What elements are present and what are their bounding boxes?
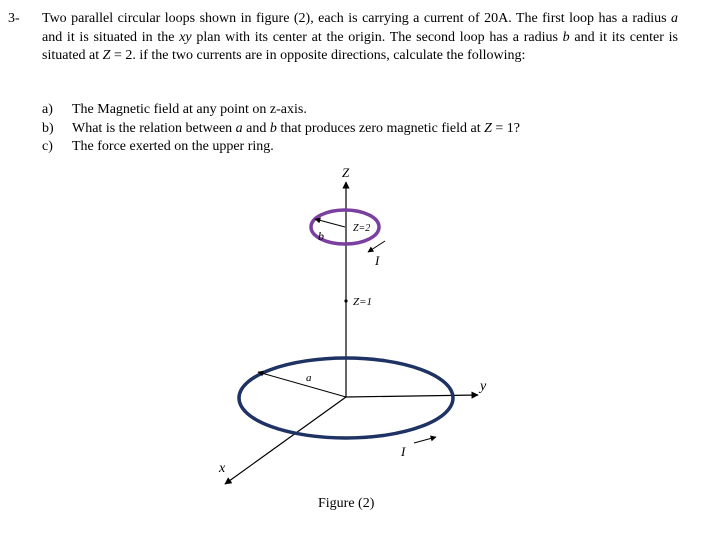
var-a: a (235, 120, 243, 136)
upper-current-arrow (368, 241, 385, 252)
midpoint-marker (344, 299, 347, 302)
sub-question-letter: b) (42, 120, 54, 136)
y-axis (346, 395, 478, 397)
midpoint-label: Z=1 (353, 296, 373, 308)
sub-question-b-part-2: and (242, 120, 270, 136)
z-axis-label: Z (342, 165, 350, 180)
lower-current-label: I (401, 444, 406, 459)
sub-question-b-part-3: that produces zero magnetic field at (276, 120, 485, 136)
lower-loop-radius-label: a (306, 372, 312, 384)
x-axis-label: x (219, 461, 226, 476)
upper-current-label: I (375, 253, 380, 268)
statement-part-4: and it its center is situated at (42, 29, 678, 63)
var-xy: xy (179, 29, 192, 45)
sub-question-text: The force exerted on the upper ring. (72, 139, 274, 154)
upper-loop-radius-label: b (318, 229, 324, 243)
statement-part-3: plan with its center at the origin. The second loop has a radius (191, 29, 563, 45)
var-Z: Z (484, 120, 492, 136)
sub-question-text: The Magnetic field at any point on z-axis. (72, 102, 307, 117)
sub-question-letter: a) (42, 102, 53, 117)
statement-part-1: Two parallel circular loops shown in figure (2), each is carrying a current of 20A. The first loop has a radius (42, 11, 671, 26)
lower-loop-radius (258, 372, 346, 397)
var-b: b (562, 29, 570, 45)
figure-caption: Figure (2) (318, 496, 375, 511)
upper-loop-position-label: Z=2 (353, 223, 371, 234)
var-b: b (269, 120, 277, 136)
upper-loop-radius (315, 219, 345, 227)
statement-part-5: = 2. if the two currents are in opposite directions, calculate the following: (110, 48, 526, 63)
problem-number: 3- (8, 11, 20, 26)
statement-part-2: and it is situated in the (42, 29, 180, 45)
var-a: a (671, 11, 678, 26)
sub-question-b-part-4: = 1? (491, 120, 520, 136)
var-Z: Z (102, 48, 111, 63)
sub-question-letter: c) (42, 139, 53, 154)
lower-current-arrow (414, 437, 436, 443)
y-axis-label: y (480, 379, 487, 394)
sub-question-b-part-1: What is the relation between (72, 120, 236, 136)
